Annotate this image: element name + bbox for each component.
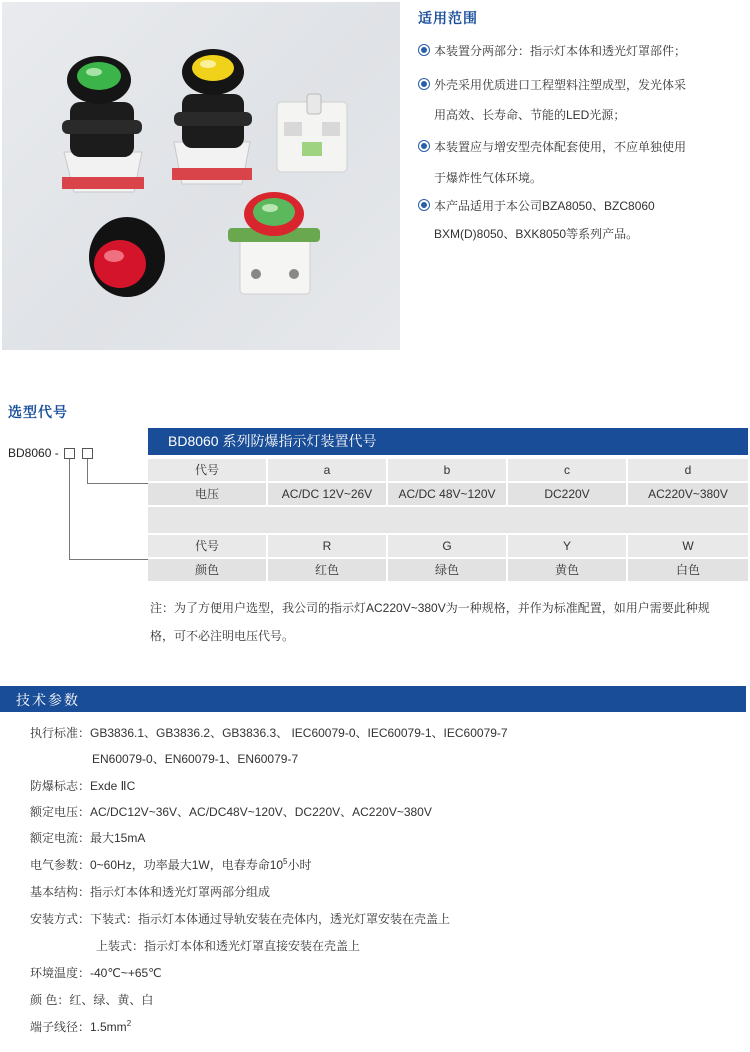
table-cell: 绿色	[388, 559, 508, 581]
code-box-1	[64, 448, 75, 459]
red-lamp-head	[89, 217, 165, 297]
tech-title: 技术参数	[16, 692, 80, 708]
param-standard: 执行标准：GB3836.1、GB3836.2、GB3836.3、 IEC60079-0、IEC60079-1、IEC60079-7	[30, 726, 508, 740]
table-cell: 颜色	[148, 559, 268, 581]
table-cell: AC220V~380V	[628, 483, 748, 505]
param-install-cont: 上装式：指示灯本体和透光灯罩直接安装在壳盖上	[96, 939, 361, 953]
table-cell: 电压	[148, 483, 268, 505]
selection-note-line-2: 格，可不必注明电压代号。	[150, 629, 295, 643]
table-row	[148, 559, 748, 581]
table-cell: AC/DC 12V~26V	[268, 483, 388, 505]
table-cell: G	[388, 535, 508, 557]
table-row	[148, 535, 748, 557]
table-row	[148, 483, 748, 505]
bullet-icon	[418, 140, 430, 152]
table-cell: AC/DC 48V~120V	[388, 483, 508, 505]
contact-block	[277, 94, 347, 172]
bullet-icon	[418, 199, 430, 211]
param-ex-mark: 防爆标志：Exde ⅡC	[30, 779, 136, 793]
product-photo	[2, 2, 400, 350]
connector-line	[87, 459, 88, 483]
param-structure: 基本结构：指示灯本体和透光灯罩两部分组成	[30, 885, 271, 899]
table-cell: 代号	[148, 535, 268, 557]
code-table-header: BD8060 系列防爆指示灯装置代号	[148, 428, 748, 455]
scope-bullet-1: 本装置分两部分：指示灯本体和透光灯罩部件；	[418, 44, 686, 58]
param-install: 安装方式：下装式：指示灯本体通过导轨安装在壳体内，透光灯罩安装在壳盖上	[30, 912, 451, 926]
table-cell: DC220V	[508, 483, 628, 505]
param-voltage: 额定电压：AC/DC12V~36V、AC/DC48V~120V、DC220V、AC220V~380V	[30, 805, 432, 819]
param-current: 额定电流：最大15mA	[30, 831, 146, 845]
param-wire: 端子线径：$1.5mm^2$	[30, 1019, 132, 1034]
param-temperature: 环境温度：-40℃~+65℃	[30, 966, 162, 980]
table-spacer-row	[148, 507, 748, 533]
scope-bullet-4: 本产品适用于本公司BZA8050、BZC8060	[418, 199, 655, 213]
table-cell: W	[628, 535, 748, 557]
table-cell: Y	[508, 535, 628, 557]
table-cell: 红色	[268, 559, 388, 581]
scope-bullet-3: 本装置应与增安型壳体配套使用，不应单独使用	[418, 140, 686, 154]
tech-header-bar	[0, 686, 746, 712]
selection-title: 选型代号	[8, 404, 68, 420]
table-cell: a	[268, 459, 388, 481]
connector-line	[69, 559, 148, 560]
table-row	[148, 459, 748, 481]
connector-line	[87, 483, 148, 484]
model-prefix: BD8060 -	[8, 446, 59, 460]
param-color: 颜 色：红、绿、黄、白	[30, 993, 154, 1007]
param-standard-cont: EN60079-0、EN60079-1、EN60079-7	[92, 752, 299, 766]
bullet-icon	[418, 44, 430, 56]
bullet-icon	[418, 78, 430, 90]
table-cell: 黄色	[508, 559, 628, 581]
table-cell: b	[388, 459, 508, 481]
param-electrical: 电气参数：0~60Hz，功率最大1W，电春寿命$10^5$小时	[30, 857, 312, 872]
scope-bullet-4-cont: BXM(D)8050、BXK8050等系列产品。	[434, 227, 639, 241]
scope-title: 适用范围	[418, 10, 478, 26]
table-cell: d	[628, 459, 748, 481]
code-box-2	[82, 448, 93, 459]
table-cell: 代号	[148, 459, 268, 481]
table-cell: 白色	[628, 559, 748, 581]
scope-bullet-3-cont: 于爆炸性气体环境。	[434, 171, 543, 185]
green-lamp-unit	[62, 56, 144, 192]
scope-bullet-2-cont: 用高效、长寿命、节能的LED光源；	[434, 108, 626, 122]
green-red-ring-lamp	[228, 192, 320, 294]
selection-note-line-1: 注：为了方便用户选型，我公司的指示灯AC220V~380V为一种规格，并作为标准配置，如用户需要此种规	[150, 601, 710, 615]
connector-line	[69, 459, 70, 559]
table-cell: R	[268, 535, 388, 557]
table-cell: c	[508, 459, 628, 481]
yellow-lamp-unit	[172, 49, 252, 184]
scope-bullet-2: 外壳采用优质进口工程塑料注塑成型，发光体采	[418, 78, 686, 92]
